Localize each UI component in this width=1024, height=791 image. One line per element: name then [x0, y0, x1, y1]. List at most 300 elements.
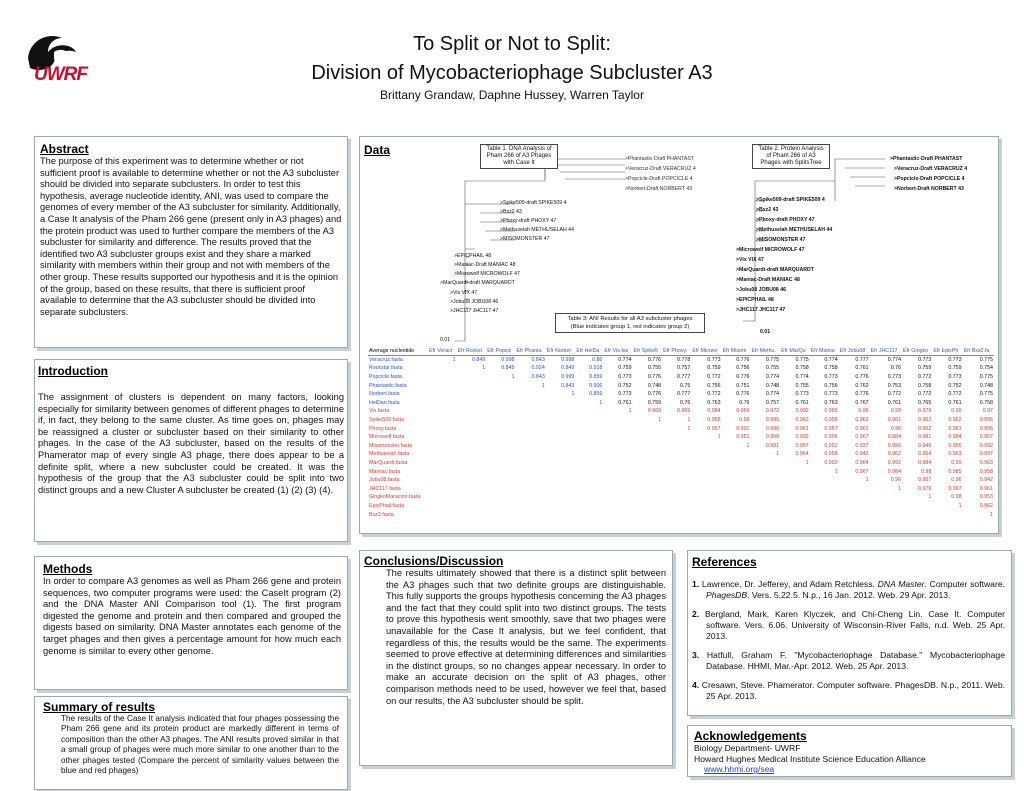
ani-row-label: Bxz2.fasta — [369, 511, 394, 518]
ani-cell — [457, 459, 487, 468]
ani-cell — [516, 442, 546, 451]
ani-cell — [691, 510, 721, 519]
ani-cell: 1 — [511, 374, 515, 381]
ani-cell: 0.951 — [736, 434, 750, 441]
methods-panel — [34, 556, 348, 690]
ani-cell: 0.992 — [795, 434, 809, 441]
ani-cell: 0.76 — [680, 399, 691, 406]
ani-cell: 0.756 — [824, 382, 838, 389]
ani-cell: 0.775 — [979, 357, 993, 364]
ani-cell — [691, 467, 721, 476]
ani-cell: 0.962 — [948, 417, 962, 424]
ani-cell — [575, 433, 603, 442]
ani-cell: 0.859 — [589, 391, 603, 398]
logo-text: UWRF — [34, 64, 87, 85]
ani-cell: 0.963 — [948, 451, 962, 458]
ani-cell — [486, 381, 515, 390]
ani-cell — [428, 485, 457, 494]
ani-cell — [603, 416, 632, 425]
ani-cell — [516, 467, 546, 476]
ack-link[interactable]: www.hhmi.org/sea — [704, 764, 775, 774]
ani-cell: 0.773 — [948, 374, 962, 381]
ani-cell: 0.773 — [948, 357, 962, 364]
tree-leaf: >MarQuardt-draft MARQUARDT — [736, 267, 814, 273]
ani-cell: 0.849 — [471, 357, 486, 364]
ani-cell — [810, 510, 839, 519]
methods-body: In order to compare A3 genomes as well as Pham 266 gene and protein sequences, two computer programs were used: the CaseIt program (2) and the DNA Master ANI Comparison tool (1). The first program digested the genome and protein and then compared and grouped the digests based on similarity. DNA Master annotates each genome of the target phages and then gives a percentage amount for how much each genome is similar to every other genome. — [43, 576, 341, 656]
ani-row-label: EpicPhail.fasta — [369, 502, 405, 509]
ani-cell: 1 — [452, 357, 456, 364]
ani-cell — [810, 485, 839, 494]
ani-column-header: Efr Veracr — [428, 347, 457, 356]
ani-cell: 1 — [687, 425, 691, 432]
ani-cell: 0.76 — [739, 399, 750, 406]
ani-cell — [902, 502, 932, 511]
tree-leaf: >Jobu08 JOBU08 46 — [450, 299, 499, 305]
ani-cell — [691, 476, 721, 485]
ani-cell: 0.775 — [979, 374, 993, 381]
ani-cell — [486, 416, 515, 425]
ani-cell: 0.981 — [918, 434, 932, 441]
ani-cell — [457, 450, 487, 459]
ani-cell: 0.961 — [948, 425, 962, 432]
ani-cell: 0.961 — [855, 425, 869, 432]
reference-text: Hatfull, Graham F. "Mycobacteriophage Database." Mycobacteriophage Database. HHMI, Mar.-Apr. 2012. Web. 25 Apr. 2013. — [706, 650, 1005, 671]
ani-cell: 0.984 — [948, 434, 962, 441]
ani-cell — [751, 502, 781, 511]
ani-cell — [780, 510, 810, 519]
ani-cell: 0.772 — [887, 391, 902, 398]
ani-cell: 0.761 — [948, 399, 962, 406]
ani-cell — [457, 373, 487, 382]
ani-cell — [428, 442, 457, 451]
ani-cell: 0.772 — [918, 391, 932, 398]
ani-cell: 0.991 — [736, 425, 750, 432]
ani-cell: 0.756 — [736, 365, 750, 372]
ani-cell: 0.774 — [765, 374, 780, 381]
tree2-scale: 0.01 — [760, 329, 771, 335]
data-title: Data — [364, 143, 391, 157]
ani-cell — [603, 442, 632, 451]
reference-italic: PhagesDB — [706, 590, 748, 600]
ani-cell — [662, 485, 691, 494]
ani-cell: 0.762 — [855, 382, 869, 389]
ani-cell — [932, 510, 962, 519]
ani-cell — [662, 502, 691, 511]
ani-cell: 0.757 — [677, 365, 691, 372]
ani-cell — [457, 493, 487, 502]
tree-leaf: >MarQuardt-draft MARQUARDT — [440, 280, 515, 286]
tree-leaf: >Jobu08 JOBU08 46 — [736, 287, 787, 293]
ani-row-label: JHC117.fasta — [369, 485, 401, 492]
ani-cell — [662, 459, 691, 468]
conclusions-body: The results ultimately showed that there is a distinct split between the A3 phages such that two definite groups are distinguishable. This fully supports the groups hypothesis concerning the A3 phages and the fact that they could split into two distinct groups. The tests to prove this hypothesis went smoothly, save that two phages were unavailable for the Case It analysis, but we feel confident, that regardless of this, the results would be the same. The experiments seemed to prove effective at determining differences and similarities in the distinct groups, so no changes appear necessary. In order to make an accurate decision on the split of A3 phages, other comparison methods need to be used, however we feel that, based on our results, the A3 subcluster should be split. — [386, 568, 666, 706]
ani-cell — [780, 493, 810, 502]
ani-cell: 1 — [834, 468, 838, 475]
ani-cell — [428, 493, 457, 502]
ani-cell — [722, 467, 751, 476]
table-row — [368, 424, 994, 433]
ani-cell: 0.963 — [979, 460, 993, 467]
ani-cell — [546, 467, 576, 476]
summary-title: Summary of results — [43, 700, 156, 714]
table3-caption-line1: Table 3: ANI Results for all A3 subcluster phages — [567, 316, 693, 322]
table-row — [368, 502, 994, 511]
ani-cell — [546, 476, 576, 485]
ani-row-label: Spike509.fasta — [369, 417, 405, 424]
ani-cell — [603, 476, 632, 485]
ani-cell: 0.967 — [855, 434, 869, 441]
ani-cell — [486, 459, 515, 468]
ani-cell — [662, 442, 691, 451]
ani-cell: 0.98 — [951, 494, 962, 501]
tree-leaf: >Popcicle-Draft POPCICLE 4 — [625, 176, 693, 182]
ani-cell: 1 — [958, 502, 962, 509]
table-row — [368, 373, 994, 382]
ani-cell — [457, 476, 487, 485]
ani-cell — [751, 459, 781, 468]
ani-cell: 0.96 — [951, 477, 962, 484]
ani-cell — [780, 467, 810, 476]
reference-text: . Vers. 5.22.5. N.p., 16 Jan. 2012. Web. 29 Apr. 2013. — [747, 590, 951, 600]
ani-cell — [516, 510, 546, 519]
ani-cell — [870, 510, 902, 519]
ani-cell — [603, 467, 632, 476]
ani-cell: 1 — [599, 399, 603, 406]
ani-cell: 0.774 — [824, 357, 838, 364]
ani-cell: 0.969 — [677, 408, 691, 415]
ani-cell: 0.76 — [890, 365, 902, 372]
abstract-panel — [34, 136, 348, 348]
ani-cell: 0.772 — [707, 391, 721, 398]
ani-cell: 0.995 — [979, 417, 993, 424]
ani-cell — [722, 493, 751, 502]
reference-number: 1. — [692, 579, 702, 589]
ani-cell — [457, 502, 487, 511]
ani-cell — [546, 399, 576, 408]
ani-cell: 1 — [898, 485, 902, 492]
ani-cell: 0.849 — [561, 365, 575, 372]
reference-number: 2. — [692, 609, 706, 619]
ani-cell — [603, 424, 632, 433]
ani-cell — [486, 390, 515, 399]
ani-cell: 1 — [628, 408, 632, 415]
ani-row-label: Phoxy.fasta — [369, 425, 397, 432]
ani-cell: 0.984 — [918, 460, 932, 467]
ani-cell — [575, 416, 603, 425]
ani-cell — [691, 485, 721, 494]
ani-cell: 0.773 — [887, 374, 902, 381]
ani-column-header: Efr Micrwo — [691, 347, 721, 356]
ani-cell — [428, 416, 457, 425]
ani-cell — [575, 442, 603, 451]
ani-cell — [546, 442, 576, 451]
ani-cell — [428, 390, 457, 399]
ani-cell — [575, 459, 603, 468]
ani-cell — [662, 493, 691, 502]
ani-column-header: Efr Bxz2.fa — [963, 347, 994, 356]
ani-cell: 0.962 — [795, 417, 809, 424]
ani-cell: 0.776 — [736, 357, 750, 364]
ani-cell: 0.997 — [948, 485, 962, 492]
ani-cell — [839, 493, 870, 502]
ani-cell — [662, 450, 691, 459]
ani-cell — [810, 493, 839, 502]
ani-cell: 1 — [541, 382, 545, 389]
tree-leaf: >Methuselah METHUSELAH 44 — [756, 227, 833, 233]
ani-cell — [457, 485, 487, 494]
ani-cell: 0.777 — [855, 357, 869, 364]
ani-cell: 0.957 — [824, 425, 838, 432]
ani-cell: 0.776 — [647, 357, 662, 364]
ani-cell: 0.773 — [824, 374, 838, 381]
table-row — [368, 416, 994, 425]
reference-text: Cresawn, Steve. Phamerator. Computer software. PhagesDB. N.p., 2011. Web. 25 Apr. 2013. — [701, 680, 1005, 701]
tree-leaf: >MISOMONSTER 47 — [756, 237, 806, 243]
ani-cell: 0.843 — [531, 374, 545, 381]
ani-cell: 0.859 — [589, 374, 603, 381]
ani-cell: 0.772 — [707, 374, 721, 381]
ani-cell — [516, 459, 546, 468]
tree-leaf: >Popcicle-Draft POPCICLE 4 — [894, 176, 965, 182]
ani-cell: 0.757 — [765, 399, 780, 406]
ani-cell: 0.996 — [824, 434, 838, 441]
ani-cell: 0.775 — [795, 357, 809, 364]
tree-leaf: >Spike509-draft SPIKE509 4 — [756, 197, 825, 203]
data-panel — [359, 136, 999, 534]
tree-leaf: >Maniac-Draft MANIAC 48 — [736, 277, 800, 283]
ani-cell: 0.774 — [795, 374, 809, 381]
ani-cell: 0.86 — [592, 357, 603, 364]
ani-cell — [633, 510, 663, 519]
ani-row-label: HelDan.fasta — [369, 399, 400, 406]
ani-cell — [575, 476, 603, 485]
ani-cell — [486, 450, 515, 459]
table3-caption-line2: (Blue indicates group 1, red indicates group 2) — [570, 324, 690, 330]
ani-cell — [457, 407, 487, 416]
ani-cell: 0.765 — [918, 399, 932, 406]
tree-leaf: >Phantastic-Draft PHANTAST — [890, 156, 963, 162]
ani-cell — [457, 467, 487, 476]
ani-cell: 0.946 — [918, 442, 932, 449]
ani-cell: 0.767 — [855, 399, 869, 406]
ani-cell: 0.958 — [765, 434, 780, 441]
ani-cell: 0.969 — [647, 408, 662, 415]
ani-cell — [575, 502, 603, 511]
ani-cell: 0.962 — [979, 502, 993, 509]
ani-cell: 0.963 — [855, 417, 869, 424]
table-row — [368, 442, 994, 451]
ani-cell: 0.774 — [765, 391, 780, 398]
tree-leaf: >JHC117 JHC117 47 — [736, 307, 786, 313]
table2-caption: Table 2. Protein Analysis of Pham 266 of A3 Phages with SplitsTree — [752, 144, 830, 169]
ani-cell: 0.776 — [855, 374, 869, 381]
ani-cell: 0.752 — [618, 382, 632, 389]
ani-cell — [633, 476, 663, 485]
ani-cell — [603, 510, 632, 519]
ani-cell: 0.979 — [918, 408, 932, 415]
ani-cell: 0.957 — [918, 477, 932, 484]
ani-cell: 0.991 — [765, 442, 780, 449]
ani-cell: 0.967 — [855, 468, 869, 475]
ani-cell — [486, 407, 515, 416]
ani-row-label: Rockstar.fasta — [369, 365, 403, 372]
ani-cell — [516, 433, 546, 442]
table-row — [368, 459, 994, 468]
ani-cell: 1 — [928, 494, 932, 501]
ani-cell — [486, 433, 515, 442]
ani-row-label: Veracruz.fasta — [369, 357, 403, 364]
ani-cell: 0.958 — [707, 417, 721, 424]
ani-cell — [428, 399, 457, 408]
references-title: References — [692, 555, 757, 569]
ani-cell: 0.753 — [887, 382, 902, 389]
ani-cell: 0.924 — [531, 365, 545, 372]
ani-cell — [575, 493, 603, 502]
ani-cell: 0.952 — [918, 425, 932, 432]
ani-cell — [486, 510, 515, 519]
conclusions-panel — [359, 550, 673, 766]
ani-cell — [751, 510, 781, 519]
ani-cell — [902, 510, 932, 519]
ack-line2: Howard Hughes Medical Institute Science Education Alliance — [694, 753, 926, 764]
ani-corner-label: Average nucleotide — [368, 347, 428, 356]
tree-leaf: >Phoxy-draft PHOXY 47 — [756, 217, 815, 223]
ani-cell — [428, 510, 457, 519]
ani-cell — [662, 476, 691, 485]
ani-cell: 0.972 — [765, 408, 780, 415]
ani-cell: 0.773 — [795, 391, 809, 398]
ani-cell: 0.918 — [589, 365, 603, 372]
table-row — [368, 450, 994, 459]
poster-title-line1: To Split or Not to Split: — [413, 33, 611, 55]
ani-row-label: Methuselah.fasta — [369, 451, 410, 458]
ani-cell: 0.962 — [887, 451, 902, 458]
tree-leaf: >Spike509-draft SPIKE509 4 — [500, 200, 567, 206]
summary-panel — [34, 696, 348, 790]
ani-cell: 0.758 — [979, 399, 993, 406]
ani-cell: 0.776 — [736, 391, 750, 398]
ani-cell — [428, 467, 457, 476]
ani-cell — [575, 407, 603, 416]
ani-cell: 0.997 — [979, 451, 993, 458]
ani-cell: 0.942 — [979, 477, 993, 484]
ani-cell — [457, 416, 487, 425]
ani-cell — [751, 467, 781, 476]
ani-column-header: Efr Spike5 — [633, 347, 663, 356]
ani-cell — [428, 476, 457, 485]
ani-cell: 0.995 — [765, 417, 780, 424]
introduction-body: The assignment of clusters is dependent on many factors, looking especially for similarity between genomes of different phages to determine if, in fact, they belong to the same cluster. As time goes on, phages may be reassigned a cluster or subcluster based on their similarity to other phages. In the case of the A3 subcluster, based on the results of the Phamerator map of every single A3 phage, there does appear to be a definite split, where a new subcluster could be created. It was the hypothesis of the group that the A3 subcluster could be split into two distinct groups and a new Cluster A subcluster be created (1) (2) (3) (4). — [38, 392, 344, 495]
ani-cell: 0.965 — [736, 408, 750, 415]
ani-column-header: Efr Phanta — [516, 347, 546, 356]
tree-leaf: >EPICPHAIL 48 — [736, 297, 774, 303]
ani-cell: 0.992 — [824, 460, 838, 467]
table1-caption: Table 1. DNA Analysis of Pham 266 of A3 Phages with Case It — [480, 144, 558, 169]
ani-column-header: Efr Mainia — [810, 347, 839, 356]
ani-cell: 0.985 — [824, 408, 838, 415]
ani-cell — [780, 502, 810, 511]
ani-cell: 0.755 — [765, 365, 780, 372]
ani-cell: 0.778 — [677, 357, 691, 364]
ani-cell — [603, 433, 632, 442]
ani-cell: 0.773 — [824, 391, 838, 398]
ani-cell — [691, 450, 721, 459]
ani-cell — [428, 459, 457, 468]
ani-cell — [428, 407, 457, 416]
ani-cell: 0.957 — [795, 442, 809, 449]
tree-leaf: >Bxz2 43 — [756, 207, 779, 213]
tree-leaf: >Microwolf MICROWOLF 47 — [454, 271, 520, 277]
ani-cell — [516, 390, 546, 399]
ani-cell: 1 — [776, 451, 780, 458]
ani-cell: 0.758 — [918, 382, 932, 389]
ani-cell — [633, 450, 663, 459]
ani-cell: 1 — [687, 417, 691, 424]
ani-cell: 0.952 — [918, 417, 932, 424]
ani-cell: 0.752 — [948, 382, 962, 389]
ani-cell — [516, 424, 546, 433]
ani-cell: 0.961 — [887, 417, 902, 424]
introduction-panel — [34, 359, 348, 542]
ani-cell: 0.772 — [918, 374, 932, 381]
ani-cell — [516, 399, 546, 408]
table-row — [368, 476, 994, 485]
ani-cell — [603, 502, 632, 511]
ani-cell — [662, 433, 691, 442]
ani-cell: 0.906 — [589, 382, 603, 389]
ani-cell: 0.761 — [795, 399, 809, 406]
ani-cell: 0.777 — [677, 391, 691, 398]
ani-cell: 0.763 — [824, 399, 838, 406]
ani-cell: 0.96 — [890, 477, 902, 484]
reference-number: 3. — [692, 650, 707, 660]
ani-cell — [780, 476, 810, 485]
ani-column-header: Efr Jobu08 — [839, 347, 870, 356]
ani-cell — [575, 510, 603, 519]
ani-cell — [457, 424, 487, 433]
ani-cell — [546, 424, 576, 433]
ani-cell: 0.984 — [887, 434, 902, 441]
ani-cell: 1 — [658, 417, 662, 424]
ani-cell — [633, 485, 663, 494]
table-row — [368, 467, 994, 476]
ani-cell: 0.957 — [707, 425, 721, 432]
ani-cell — [428, 373, 457, 382]
table3-caption — [555, 313, 705, 333]
tree-leaf: >Maniac-Draft MANIAC 48 — [454, 262, 516, 268]
ani-column-header: Efr HelDa — [575, 347, 603, 356]
tree1-scale: 0.01 — [440, 337, 451, 343]
ani-cell: 0.953 — [979, 494, 993, 501]
ani-cell — [486, 467, 515, 476]
ani-cell: 0.843 — [561, 382, 575, 389]
ani-row-label: Mainiac.fasta — [369, 468, 401, 475]
ani-cell: 0.992 — [887, 460, 902, 467]
ani-cell — [751, 493, 781, 502]
ani-cell — [810, 476, 839, 485]
ani-column-header: Efr MarQu — [780, 347, 810, 356]
ani-cell — [633, 467, 663, 476]
ani-cell — [839, 485, 870, 494]
ani-cell: 0.96 — [890, 425, 902, 432]
ani-cell: 0.759 — [918, 365, 932, 372]
ani-cell — [457, 390, 487, 399]
ani-column-header: Efr Vix.fas — [603, 347, 632, 356]
ani-row-label: Phantastic.fasta — [369, 382, 407, 389]
ani-cell: 1 — [746, 442, 750, 449]
ani-cell — [870, 493, 902, 502]
